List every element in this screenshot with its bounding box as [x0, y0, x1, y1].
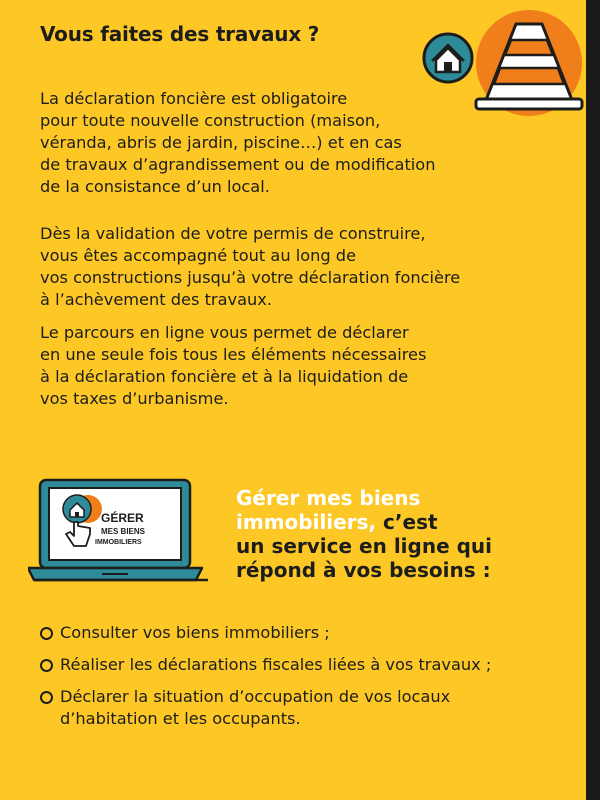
benefits-list: [40, 622, 491, 730]
list-item: Consulter vos biens immobiliers ;: [40, 622, 491, 644]
logo-text-line-2: MES BIENS: [101, 527, 146, 536]
intro-paragraph-1: La déclaration foncière est obligatoire pour toute nouvelle construction (maison, véranda, abris de jardin, piscine…) et en cas de travaux d’agrandissement ou de modification de la consistance d’un local.: [40, 89, 436, 196]
bullet-circle-icon: [40, 659, 53, 672]
service-heading: Gérer mes biens immobiliers, c’est un service en ligne qui répond à vos besoins :: [236, 486, 493, 582]
laptop-icon: [28, 478, 208, 588]
list-item: Réaliser les déclarations fiscales liées à vos travaux ;: [40, 654, 491, 676]
logo-text-line-1: GÉRER: [101, 511, 144, 525]
bullet-circle-icon: [40, 627, 53, 640]
intro-paragraph-2: Dès la validation de votre permis de construire, vous êtes accompagné tout au long de vos constructions jusqu’à votre déclaration foncière à l’achèvement des travaux.: [40, 224, 461, 309]
construction-illustration: [418, 10, 586, 118]
house-icon: [424, 34, 472, 82]
list-item: Déclarer la situation d’occupation de vos locaux d’habitation et les occupants.: [40, 686, 491, 730]
intro-paragraph-3: Le parcours en ligne vous permet de déclarer en une seule fois tous les éléments nécessaires à la déclaration foncière et à la liquidation de vos taxes d’urbanisme.: [40, 323, 427, 408]
bullet-circle-icon: [40, 691, 53, 704]
page-title: Vous faites des travaux ?: [40, 22, 320, 46]
logo-text-line-3: IMMOBILIERS: [95, 539, 142, 546]
